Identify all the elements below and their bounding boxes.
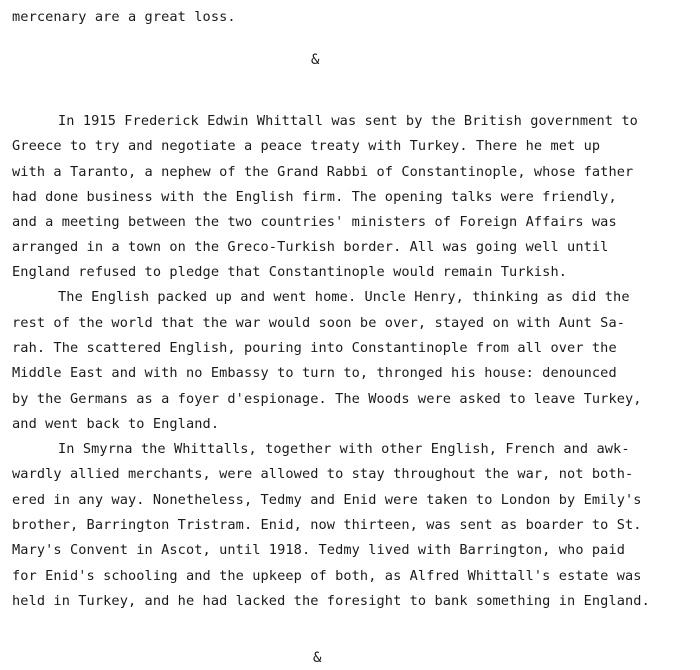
paragraph-line: Middle East and with no Embassy to turn to, thronged his house: denounced xyxy=(12,365,617,381)
section-separator-top: & xyxy=(311,52,320,68)
paragraph-line: England refused to pledge that Constantinople would remain Turkish. xyxy=(12,264,568,280)
paragraph-line: for Enid's schooling and the upkeep of both, as Alfred Whittall's estate was xyxy=(12,568,642,584)
paragraph-line: rest of the world that the war would soon be over, stayed on with Aunt Sa- xyxy=(12,315,626,331)
paragraph-line: by the Germans as a foyer d'espionage. The Woods were asked to leave Turkey, xyxy=(12,391,642,407)
paragraph-line: Mary's Convent in Ascot, until 1918. Tedmy lived with Barrington, who paid xyxy=(12,542,626,558)
paragraph-line: and went back to England. xyxy=(12,416,220,432)
section-separator-bottom: & xyxy=(313,650,322,666)
opening-line: mercenary are a great loss. xyxy=(12,9,236,25)
paragraph-line: brother, Barrington Tristram. Enid, now thirteen, was sent as boarder to St. xyxy=(12,517,642,533)
paragraph-line: arranged in a town on the Greco-Turkish border. All was going well until xyxy=(12,239,609,255)
paragraph-line: In Smyrna the Whittalls, together with other English, French and awk- xyxy=(58,441,630,457)
paragraph-line: ered in any way. Nonetheless, Tedmy and Enid were taken to London by Emily's xyxy=(12,492,642,508)
paragraph-line: and a meeting between the two countries' ministers of Foreign Affairs was xyxy=(12,214,617,230)
paragraph-line: wardly allied merchants, were allowed to stay throughout the war, not both- xyxy=(12,466,634,482)
paragraph-line: Greece to try and negotiate a peace treaty with Turkey. There he met up xyxy=(12,138,601,154)
paragraph-line: with a Taranto, a nephew of the Grand Rabbi of Constantinople, whose father xyxy=(12,164,634,180)
paragraph-line: In 1915 Frederick Edwin Whittall was sent by the British government to xyxy=(58,113,638,129)
paragraph-line: held in Turkey, and he had lacked the foresight to bank something in England. xyxy=(12,593,650,609)
paragraph-line: had done business with the English firm. The opening talks were friendly, xyxy=(12,189,617,205)
paragraph-line: rah. The scattered English, pouring into Constantinople from all over the xyxy=(12,340,617,356)
paragraph-line: The English packed up and went home. Uncle Henry, thinking as did the xyxy=(58,289,630,305)
